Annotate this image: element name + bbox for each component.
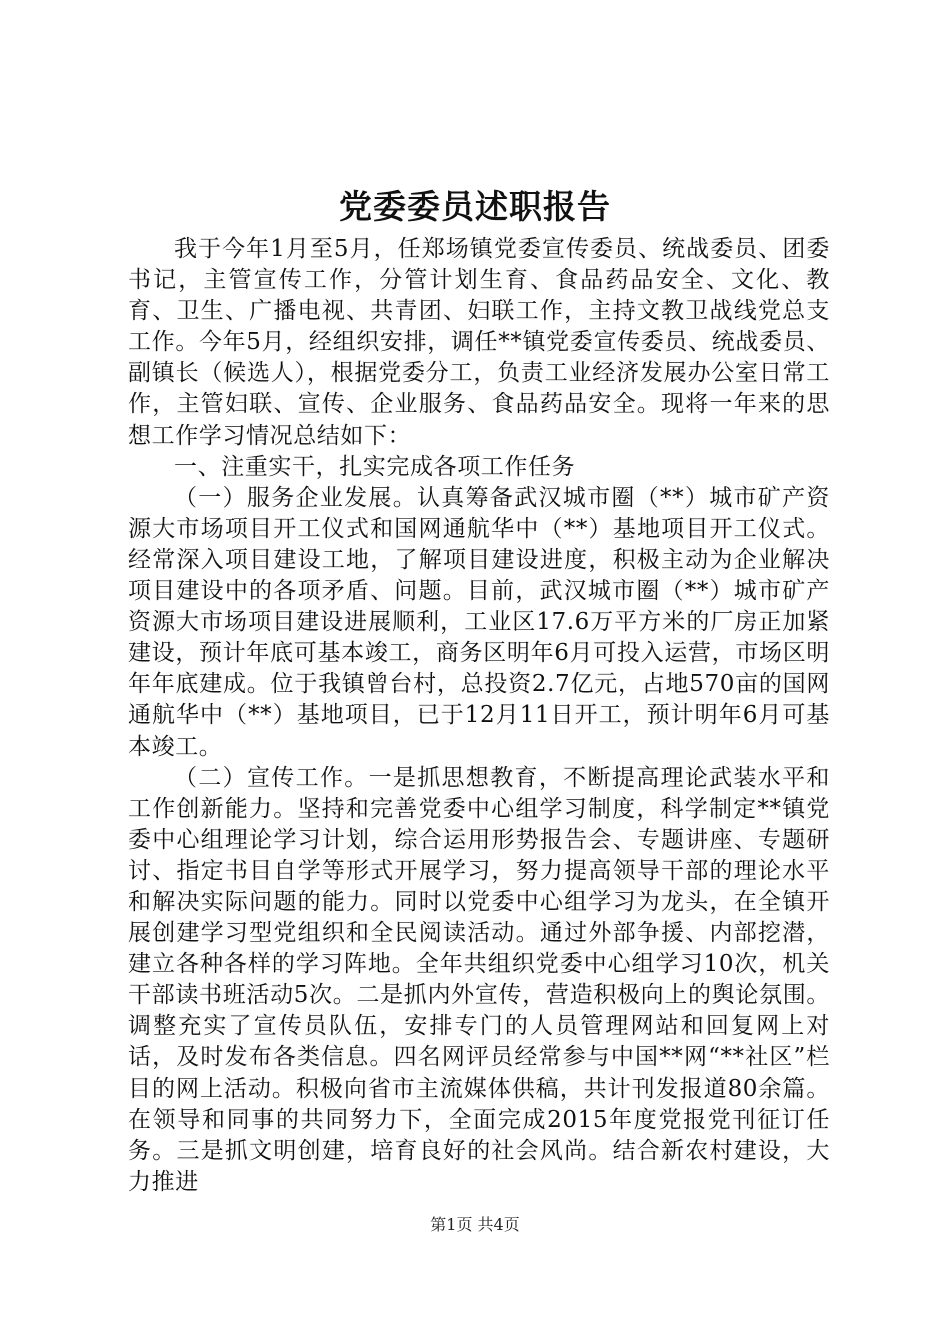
document-title: 党委委员述职报告 <box>339 187 611 226</box>
paragraph-intro: 我于今年1月至5月，任郑场镇党委宣传委员、统战委员、团委书记，主管宣传工作，分管计划生育、食品药品安全、文化、教育、卫生、广播电视、共青团、妇联工作，主持文教卫战线党总支工作。今年5月，经组织安排，调任**镇党委宣传委员、统战委员、副镇长（候选人），根据党委分工，负责工业经济发展办公室日常工作，主管妇联、宣传、企业服务、食品药品安全。现将一年来的思想工作学习情况总结如下： <box>128 236 830 449</box>
section-heading-1: 一、注重实干，扎实完成各项工作任务 <box>174 453 576 480</box>
page-footer: 第1页 共4页 <box>430 1215 520 1234</box>
paragraph-enterprise-service: （一）服务企业发展。认真筹备武汉城市圈（**）城市矿产资源大市场项目开工仪式和国网通航华中（**）基地项目开工仪式。经常深入项目建设工地，了解项目建设进度，积极主动为企业解决项目建设中的各项矛盾、问题。目前，武汉城市圈（**）城市矿产资源大市场项目建设进展顺利，工业区17.6万平方米的厂房正加紧建设，预计年底可基本竣工，商务区明年6月可投入运营，市场区明年年底建成。位于我镇曾台村，总投资2.7亿元，占地570亩的国网通航华中（**）基地项目，已于12月11日开工，预计明年6月可基本竣工。 <box>128 484 830 760</box>
paragraph-publicity-work: （二）宣传工作。一是抓思想教育，不断提高理论武装水平和工作创新能力。坚持和完善党委中心组学习制度，科学制定**镇党委中心组理论学习计划，综合运用形势报告会、专题讲座、专题研讨、指定书目自学等形式开展学习，努力提高领导干部的理论水平和解决实际问题的能力。同时以党委中心组学习为龙头，在全镇开展创建学习型党组织和全民阅读活动。通过外部争援、内部挖潜，建立各种各样的学习阵地。全年共组织党委中心组学习10次，机关干部读书班活动5次。二是抓内外宣传，营造积极向上的舆论氛围。调整充实了宣传员队伍，安排专门的人员管理网站和回复网上对话，及时发布各类信息。四名网评员经常参与中国**网“**社区”栏目的网上活动。积极向省市主流媒体供稿，共计刊发报道80余篇。在领导和同事的共同努力下，全面完成2015年度党报党刊征订任务。三是抓文明创建，培育良好的社会风尚。结合新农村建设，大力推进 <box>128 764 830 1195</box>
document-body <box>128 234 830 1198</box>
